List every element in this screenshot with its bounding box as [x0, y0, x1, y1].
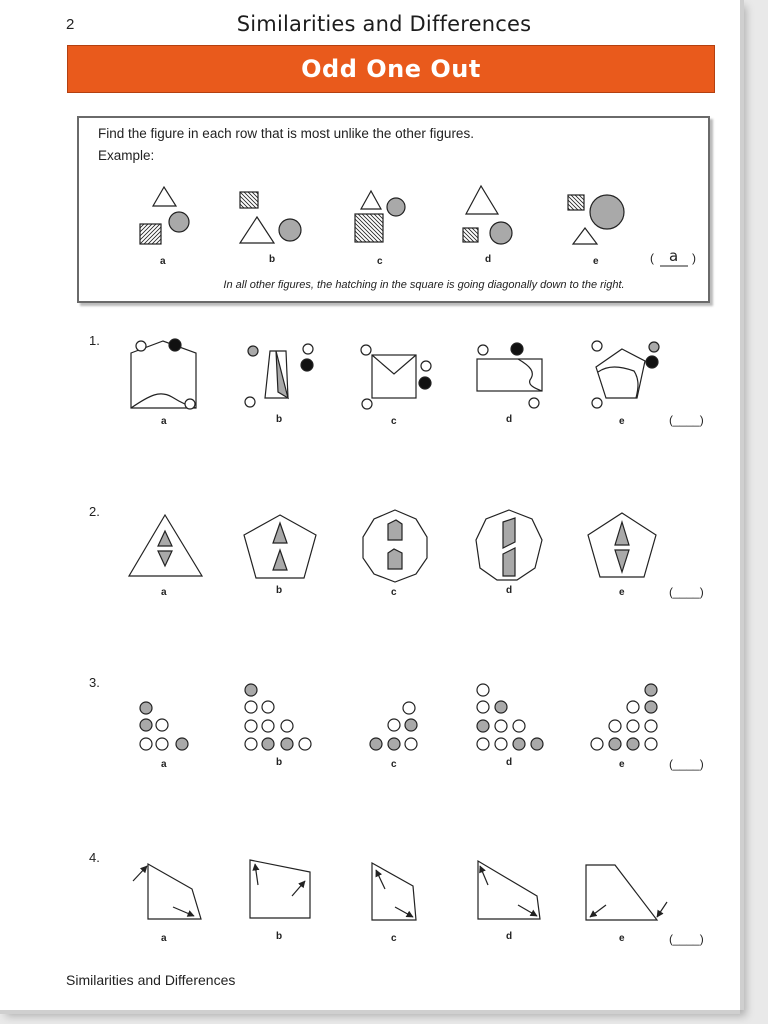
q2-figure-d — [476, 510, 542, 580]
page-number: 2 — [66, 16, 75, 33]
q3-label-a: a — [161, 759, 167, 770]
running-title: Similarities and Differences — [236, 12, 532, 36]
question-number-4: 4. — [89, 850, 100, 865]
q1-figure-a — [131, 339, 196, 409]
q1-label-c: c — [391, 416, 397, 427]
q3-label-b: b — [276, 757, 283, 768]
example-figure-b — [240, 192, 301, 243]
q1-figure-d — [477, 343, 542, 408]
example-label: Example: — [98, 148, 155, 163]
q2-label-c: c — [391, 587, 397, 598]
q1-label-a: a — [161, 416, 167, 427]
q4-label-e: e — [619, 933, 625, 944]
q4-figure-d — [478, 861, 540, 919]
example-label-e: e — [593, 256, 599, 267]
q1-label-e: e — [619, 416, 625, 427]
example-answer-value: a — [669, 247, 679, 265]
example-figure-e — [568, 195, 624, 244]
q3-figure-e — [591, 684, 657, 750]
example-answer-close-paren: ) — [692, 251, 696, 265]
q4-label-a: a — [161, 933, 167, 944]
example-figure-a — [140, 187, 189, 244]
q4-answer-blank[interactable]: (____) — [669, 932, 704, 946]
q3-figure-c — [370, 702, 417, 750]
q2-figure-c — [363, 510, 427, 582]
q4-option-labels — [161, 931, 704, 946]
q2-label-b: b — [276, 585, 283, 596]
q3-label-c: c — [391, 759, 397, 770]
q4-figure-a — [133, 864, 201, 919]
q4-figure-c — [372, 863, 416, 920]
q3-figure-a — [140, 702, 188, 750]
example-figure-c — [355, 191, 405, 242]
q2-figure-b — [244, 515, 316, 578]
question-number-3: 3. — [89, 675, 100, 690]
example-explanation: In all other figures, the hatching in the square is going diagonally down to the right. — [223, 279, 625, 291]
q1-label-b: b — [276, 414, 283, 425]
q3-figure-d — [477, 684, 543, 750]
q2-figure-a — [129, 515, 202, 576]
question-number-2: 2. — [89, 504, 100, 519]
example-option-labels — [160, 247, 696, 267]
q4-figure-e — [586, 865, 667, 920]
q2-option-labels — [161, 585, 704, 599]
example-answer-open-paren: ( — [650, 251, 654, 265]
q1-option-labels — [161, 413, 704, 427]
example-label-d: d — [485, 254, 492, 265]
instruction-text: Find the figure in each row that is most unlike the other figures. — [98, 126, 474, 141]
q3-figure-b — [245, 684, 311, 750]
example-label-b: b — [269, 254, 276, 265]
q3-option-labels — [161, 757, 704, 771]
q2-answer-blank[interactable]: (____) — [669, 585, 704, 599]
q1-answer-blank[interactable]: (____) — [669, 413, 704, 427]
footer-text: Similarities and Differences — [66, 972, 236, 988]
example-figure-d — [463, 186, 512, 244]
q3-answer-blank[interactable]: (____) — [669, 757, 704, 771]
question-number-1: 1. — [89, 333, 100, 348]
q4-label-c: c — [391, 933, 397, 944]
q1-label-d: d — [506, 414, 513, 425]
example-label-a: a — [160, 256, 166, 267]
q3-label-d: d — [506, 757, 513, 768]
q3-label-e: e — [619, 759, 625, 770]
example-label-c: c — [377, 256, 383, 267]
q2-label-d: d — [506, 585, 513, 596]
q1-figure-e — [592, 341, 659, 408]
q4-label-b: b — [276, 931, 283, 942]
q1-figure-c — [361, 345, 431, 409]
q4-figure-b — [250, 860, 310, 918]
q2-label-a: a — [161, 587, 167, 598]
q1-figure-b — [245, 344, 313, 407]
section-banner: Odd One Out — [67, 45, 715, 93]
q2-figure-e — [588, 513, 656, 577]
q2-label-e: e — [619, 587, 625, 598]
q4-label-d: d — [506, 931, 513, 942]
